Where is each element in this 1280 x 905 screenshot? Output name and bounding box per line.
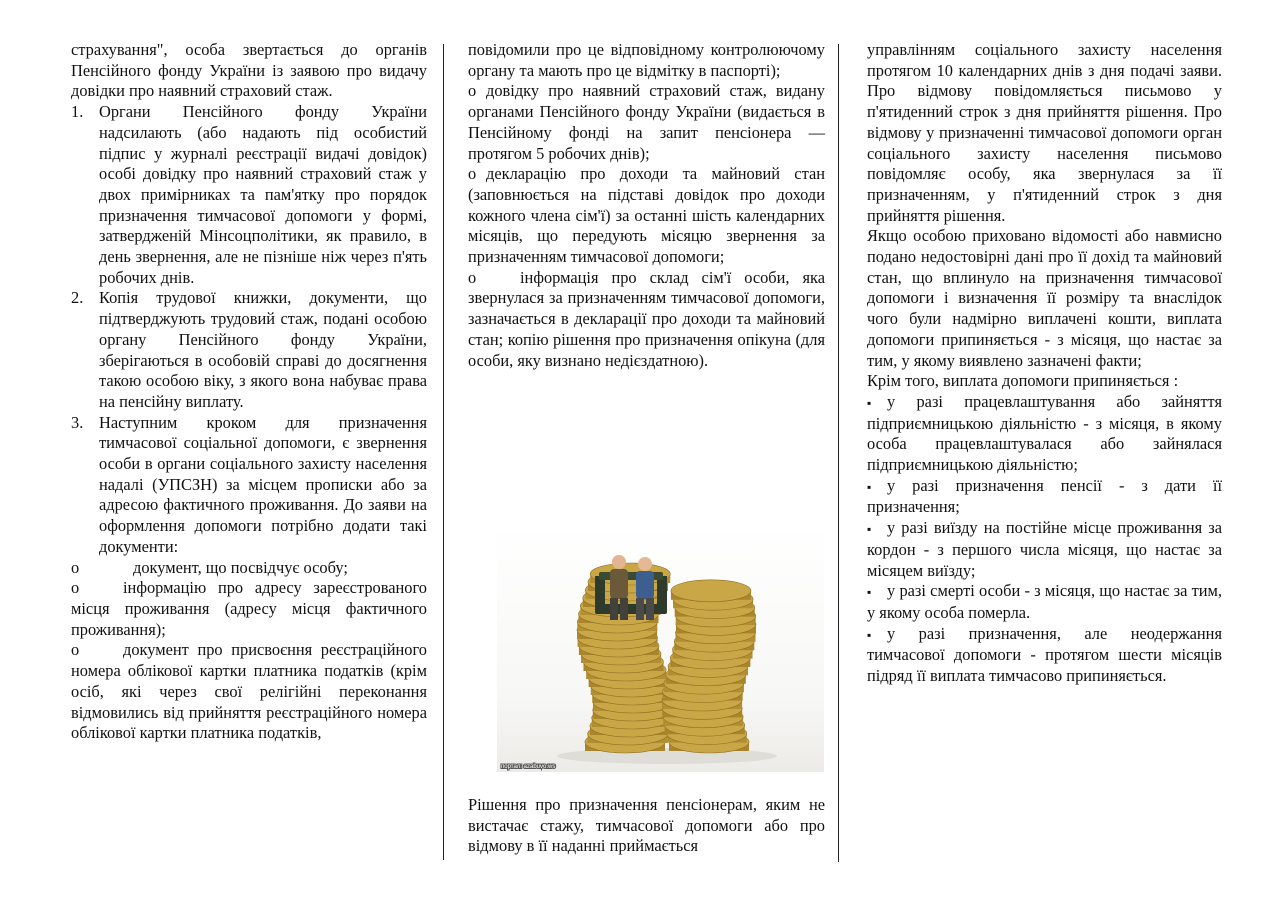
- sub-item: o декларацію про доходи та майновий стан (заповнюється на підставі довідок про доходи кожного члена сім'ї) за останні шість календарних місяців, що передують місяцю звернення за призначенням тимчасової допомоги;: [468, 164, 825, 267]
- column-1: [71, 40, 427, 744]
- list-item: 2. Копія трудової книжки, документи, що підтверджують трудовий стаж, подані особою органу Пенсійного фонду України, зберігаються в особовій справі до досягнення такою особою віку, з якого вона набуває права на пенсійну виплату.: [71, 288, 427, 411]
- sub-item: o документ про присвоєння реєстраційного номера облікової картки платника податків (крім осіб, які через свої релігійні переконання відмовились від прийняття реєстраційного номера облікової картки платника податків,: [71, 640, 427, 743]
- column-2: [468, 40, 825, 371]
- bullet-item: ▪ у разі працевлаштування або зайняття підприємницькою діяльністю - з місяця, в якому особа працевлаштувалася або зайнялася підприємницькою діяльністю;: [867, 391, 1222, 475]
- sub-item: o довідку про наявний страховий стаж, видану органами Пенсійного фонду України (видається в Пенсійному фонді на запит пенсіонера — протягом 5 робочих днів);: [468, 81, 825, 163]
- bullet-item: ▪ у разі смерті особи - з місяця, що настає за тим, у якому особа померла.: [867, 581, 1222, 622]
- col3-paragraph: Якщо особою приховано відомості або навмисно подано недостовірні дані про її дохід та майновий стан, що вплинуло на призначення тимчасової допомоги і визначення її розміру та внаслідок чого були надмірно виплачені кошти, виплата допомоги припиняється - з місяця, що настає за тим, у якому виявлено зазначені факти;: [867, 226, 1222, 370]
- bullet-item: ▪ у разі призначення пенсії - з дати її призначення;: [867, 475, 1222, 517]
- list-item: 1. Органи Пенсійного фонду України надсилають (або надають під особистий підпис у журналі реєстрації видачі довідок) особі довідку про наявний страховий стаж у двох примірниках та пам'ятку про порядок призначення тимчасової допомоги у формі, затвердженій Мінсоцполітики, як правило, в день звернення, але не пізніше ніж через п'ять робочих днів.: [71, 102, 427, 287]
- list-item: 3. Наступним кроком для призначення тимчасової соціальної допомоги, є звернення особи в органи соціального захисту населення надалі (УПСЗН) за місцем прописки або за адресою фактичного проживання. До заяви на оформлення допомоги потрібно додати такі документи:: [71, 412, 427, 556]
- sub-item: o інформацію про адресу зареєстрованого місця проживання (адресу місця фактичного проживання);: [71, 578, 427, 639]
- column-divider: [443, 44, 444, 860]
- coin-stack-photo: [497, 524, 824, 772]
- col2-bottom-text: Рішення про призначення пенсіонерам, яким не вистачає стажу, тимчасової допомоги або про відмову в її наданні приймається: [468, 795, 825, 856]
- column-divider: [838, 44, 839, 862]
- col1-numbered-list: [71, 102, 427, 557]
- sub-item: o документ, що посвідчує особу;: [71, 557, 348, 577]
- col2-intro: повідомили про це відповідному контролюючому органу та мають про це відмітку в паспорті);: [468, 40, 825, 80]
- col1-intro: страхування", особа звертається до органів Пенсійного фонду України із заявою про видачу довідки про наявний страховий стаж.: [71, 40, 427, 101]
- col3-paragraph: Крім того, виплата допомоги припиняється :: [867, 371, 1179, 391]
- coin-stack-illustration: [497, 524, 824, 772]
- bullet-item: ▪ у разі виїзду на постійне місце проживання за кордон - з першого числа місяця, що настає за місяцем виїзду;: [867, 518, 1222, 580]
- bullet-item: ▪ у разі призначення, але неодержання тимчасової допомоги - протягом шести місяців підряд її виплата тимчасово припиняється.: [867, 623, 1222, 686]
- sub-item: o інформація про склад сім'ї особи, яка звернулася за призначенням тимчасової допомоги, зазначається в декларації про доходи та майновий стан; копію рішення про призначення опікуна (для особи, яку визнано недієздатною).: [468, 267, 825, 370]
- photo-watermark: портал: azabuvo.ws: [501, 764, 556, 770]
- column-3: [867, 40, 1222, 687]
- col3-paragraph: управлінням соціального захисту населення протягом 10 календарних днів з дня подачі заяви. Про відмову повідомляється письмово у п'ятиденний строк з дня прийняття рішення. Про відмову у призначенні тимчасової допомоги орган соціального захисту населення письмово повідомляє особу, яка звернулася за її призначенням, у п'ятиденний строк з дня прийняття рішення.: [867, 40, 1222, 225]
